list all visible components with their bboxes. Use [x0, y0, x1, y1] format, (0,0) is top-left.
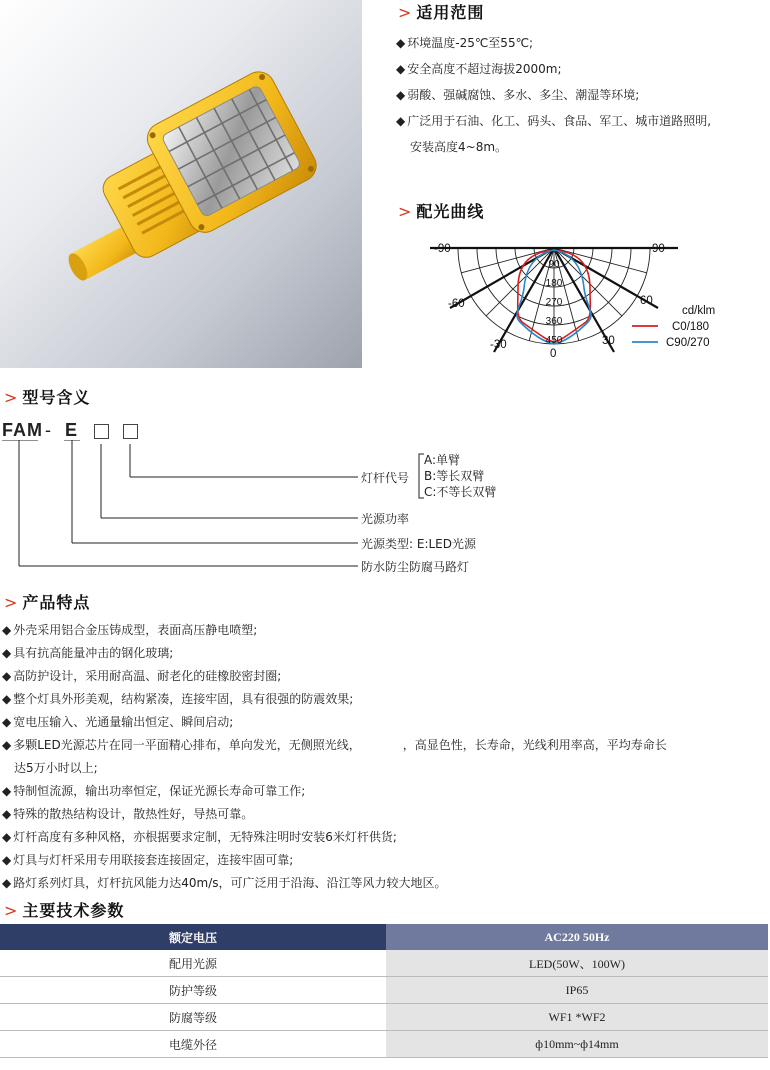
angle-label: 0: [550, 348, 557, 360]
list-item: ◆ 外壳采用铝合金压铸成型，表面高压静电喷塑;: [2, 623, 258, 637]
pole-option: C:不等长双臂: [424, 485, 497, 499]
list-item: ◆ 整个灯具外形美观，结构紧凑，连接牢固，具有很强的防震效果;: [2, 692, 354, 706]
angle-label: 90: [652, 243, 665, 255]
scope-list: [396, 30, 711, 160]
explosion-proof-street-light-image: [0, 0, 362, 368]
pole-option: A:单臂: [424, 453, 461, 467]
model-code-prefix: FAM: [2, 420, 43, 440]
table-cell: LED(50W、100W): [386, 950, 768, 977]
angle-label: 60: [640, 295, 653, 307]
model-code-dash: -: [45, 420, 52, 440]
angle-label: -90: [434, 243, 451, 255]
radial-label: 90: [548, 259, 560, 270]
radial-label: 270: [545, 297, 563, 308]
table-cell: ф10mm~ф14mm: [386, 1031, 768, 1058]
list-item: ◆ 灯具与灯杆采用专用联接套连接固定，连接牢固可靠;: [2, 853, 294, 867]
table-row: [0, 924, 768, 950]
model-code-letter: E: [65, 420, 79, 440]
model-placeholder-box: [123, 424, 138, 439]
list-item: ◆ 环境温度-25℃至55℃;: [396, 36, 534, 50]
pole-options: [424, 452, 496, 500]
table-cell: AC220 50Hz: [386, 924, 768, 950]
table-cell: WF1 *WF2: [386, 1004, 768, 1031]
model-connector-lines: [0, 440, 400, 575]
list-item: ◆ 具有抗高能量冲击的钢化玻璃;: [2, 646, 174, 660]
legend-label: C0/180: [672, 321, 710, 333]
power-label: 光源功率: [361, 512, 410, 526]
list-item: ◆ 弱酸、强碱腐蚀、多水、多尘、潮湿等环境;: [396, 88, 640, 102]
product-photo: [0, 0, 362, 368]
table-row: [0, 950, 768, 977]
unit-label: cd/klm: [682, 305, 716, 317]
list-item: ◆ 安全高度不超过海拔2000m;: [396, 62, 562, 76]
polar-light-distribution-diagram: [400, 230, 760, 370]
table-row: [0, 1004, 768, 1031]
table-cell: 防护等级: [0, 977, 386, 1004]
params-section-title: > 主要技术参数: [4, 901, 125, 920]
radial-label: 180: [545, 278, 563, 289]
list-item-continuation: 达5万小时以上;: [14, 761, 98, 775]
model-section-title: > 型号含义: [4, 388, 91, 407]
table-row: [0, 1031, 768, 1058]
angle-label: -60: [448, 298, 465, 310]
list-item: ◆ 特殊的散热结构设计，散热性好，导热可靠。: [2, 807, 254, 821]
list-item: ◆ 多颗LED光源芯片在同一平面精心排布，单向发光，无侧照光线， ，高显色性，长寿命，光线利用率高，平均寿命长: [2, 738, 667, 752]
features-list: [2, 619, 768, 895]
table-row: [0, 977, 768, 1004]
list-item: ◆ 路灯系列灯具，灯杆抗风能力达40m/s，可广泛用于沿海、沿江等风力较大地区。: [2, 876, 447, 890]
table-cell: IP65: [386, 977, 768, 1004]
table-cell: 电缆外径: [0, 1031, 386, 1058]
table-cell: 配用光源: [0, 950, 386, 977]
list-item: ◆ 广泛用于石油、化工、码头、食品、军工、城市道路照明,: [396, 114, 712, 128]
list-item: ◆ 特制恒流源，输出功率恒定，保证光源长寿命可靠工作;: [2, 784, 306, 798]
pole-option: B:等长双臂: [424, 469, 485, 483]
legend-label: C90/270: [666, 337, 710, 349]
list-item: ◆ 灯杆高度有多种风格，亦根据要求定制，无特殊注明时安装6米灯杆供货;: [2, 830, 397, 844]
table-cell: 额定电压: [0, 924, 386, 950]
product-name-label: 防水防尘防腐马路灯: [361, 560, 470, 574]
list-item: ◆ 高防护设计，采用耐高温、耐老化的硅橡胶密封圈;: [2, 669, 282, 683]
pole-code-label: 灯杆代号: [361, 471, 410, 485]
model-placeholder-box: [94, 424, 109, 439]
light-type-label: 光源类型: E:LED光源: [361, 537, 476, 551]
list-item: ◆ 宽电压输入、光通量输出恒定、瞬间启动;: [2, 715, 234, 729]
features-section-title: > 产品特点: [4, 593, 91, 612]
list-item-continuation: 安装高度4~8m。: [410, 140, 508, 154]
spec-table: [0, 924, 768, 1058]
angle-label: 30: [602, 335, 615, 347]
scope-section-title: > 适用范围: [398, 3, 485, 22]
table-cell: 防腐等级: [0, 1004, 386, 1031]
radial-label: 450: [545, 335, 563, 346]
radial-label: 360: [545, 316, 563, 327]
angle-label: -30: [490, 339, 507, 351]
curve-section-title: > 配光曲线: [398, 202, 485, 221]
